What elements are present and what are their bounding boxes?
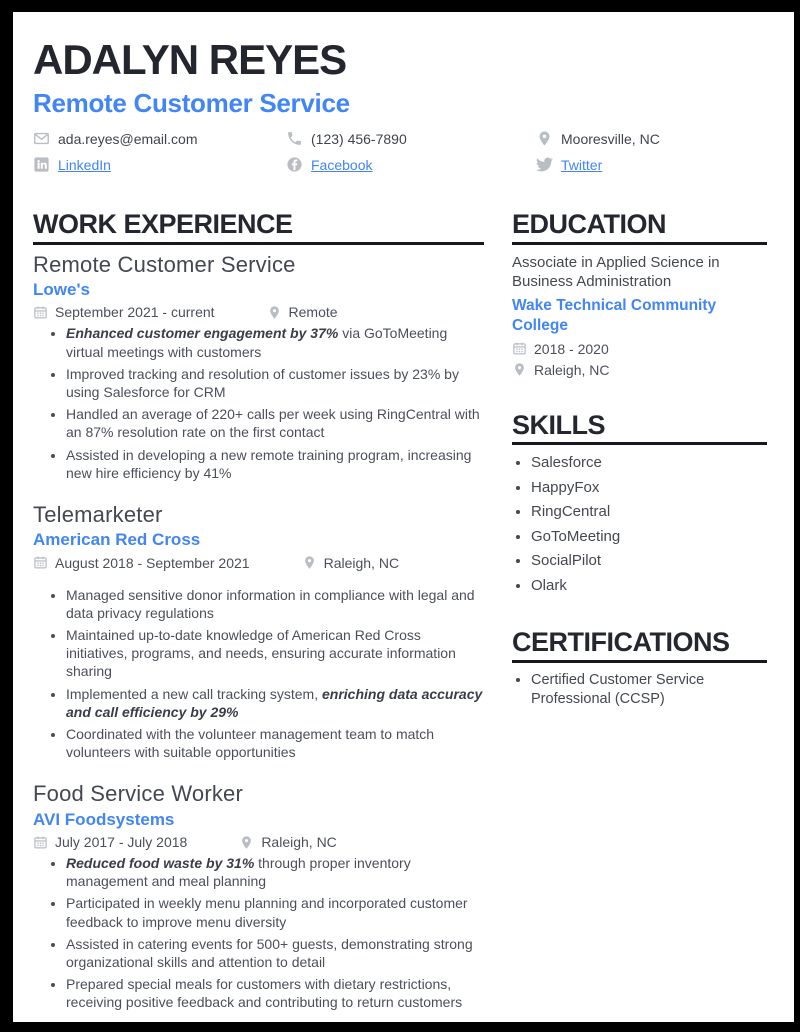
contact-linkedin bbox=[33, 156, 286, 173]
skills-list bbox=[512, 453, 767, 595]
certifications-section bbox=[512, 628, 767, 708]
list-item: • Assisted in developing a new remote training program, increasing new hire efficiency by 41% bbox=[66, 446, 484, 482]
company-name: AVI Foodsystems bbox=[33, 809, 175, 829]
list-item: • Enhanced customer engagement by 37% via GoToMeeting virtual meetings with customers bbox=[66, 324, 484, 360]
contact-info bbox=[33, 130, 767, 173]
job-location-text: Raleigh, NC bbox=[323, 554, 400, 571]
contact-phone-text: (123) 456-7890 bbox=[311, 130, 407, 147]
job-bullet-list bbox=[33, 324, 484, 482]
certifications-heading: CERTIFICATIONS bbox=[512, 628, 767, 663]
resume-header bbox=[33, 36, 767, 173]
list-item: • Managed sensitive donor information in compliance with legal and data privacy regulations bbox=[66, 586, 484, 622]
job-dates bbox=[33, 304, 215, 320]
resume-sidebar bbox=[512, 210, 767, 1016]
job-meta bbox=[33, 555, 484, 571]
contact-location bbox=[536, 130, 767, 147]
job-location bbox=[267, 304, 338, 320]
school-name: Wake Technical Community College bbox=[512, 297, 717, 334]
contact-location-text: Mooresville, NC bbox=[561, 130, 660, 147]
education-heading: EDUCATION bbox=[512, 210, 767, 245]
list-item: • Improved tracking and resolution of customer issues by 23% by using Salesforce for CRM bbox=[66, 365, 484, 401]
list-item: • Reduced food waste by 31% through proper inventory management and meal planning bbox=[66, 854, 484, 890]
map-pin-icon bbox=[536, 130, 553, 147]
work-experience-heading: WORK EXPERIENCE bbox=[33, 210, 484, 245]
job-entry-red-cross bbox=[33, 503, 484, 761]
job-meta bbox=[33, 834, 484, 850]
contact-email-text: ada.reyes@email.com bbox=[58, 130, 198, 147]
list-item: • SocialPilot bbox=[531, 551, 767, 571]
list-item: • Assisted in catering events for 500+ guests, demonstrating strong organizational skills and attention to detail bbox=[66, 935, 484, 971]
contact-email bbox=[33, 130, 286, 147]
facebook-icon bbox=[286, 156, 303, 173]
linkedin-link[interactable]: LinkedIn bbox=[58, 156, 111, 173]
work-experience-section bbox=[33, 210, 484, 1016]
list-item: • Handled an average of 220+ calls per week using RingCentral with an 87% resolution rate on the first contact bbox=[66, 405, 484, 441]
job-headline: Remote Customer Service bbox=[33, 88, 350, 118]
person-name: ADALYN REYES bbox=[33, 36, 347, 83]
education-dates-text: 2018 - 2020 bbox=[534, 340, 609, 357]
list-item: • Coordinated with the volunteer management team to match volunteers with suitable opportunities bbox=[66, 725, 484, 761]
list-item: • Salesforce bbox=[531, 453, 767, 473]
job-dates-text: August 2018 - September 2021 bbox=[55, 554, 250, 571]
phone-icon bbox=[286, 130, 303, 147]
education-location-text: Raleigh, NC bbox=[534, 361, 610, 378]
list-item: • HappyFox bbox=[531, 478, 767, 498]
company-name: American Red Cross bbox=[33, 530, 201, 550]
calendar-icon bbox=[33, 305, 48, 320]
map-pin-icon bbox=[239, 835, 254, 850]
list-item: • Maintained up-to-date knowledge of American Red Cross initiatives, programs, and needs, ensuring accurate information sharing bbox=[66, 626, 484, 681]
job-dates-text: September 2021 - current bbox=[55, 304, 215, 321]
list-item: • Olark bbox=[531, 576, 767, 596]
calendar-icon bbox=[33, 555, 48, 570]
skills-heading: SKILLS bbox=[512, 411, 767, 446]
list-item: • Participated in weekly menu planning and incorporated customer feedback to improve menu diversity bbox=[66, 894, 484, 930]
education-section bbox=[512, 210, 767, 378]
map-pin-icon bbox=[302, 555, 317, 570]
job-title: Food Service Worker bbox=[33, 781, 244, 807]
map-pin-icon bbox=[267, 305, 282, 320]
calendar-icon bbox=[33, 835, 48, 850]
job-entry-lowes bbox=[33, 253, 484, 482]
education-location bbox=[512, 362, 767, 378]
list-item: • Implemented a new call tracking system, enriching data accuracy and call efficiency by 29% bbox=[66, 685, 484, 721]
job-location bbox=[302, 555, 399, 571]
twitter-icon bbox=[536, 156, 553, 173]
job-bullet-list bbox=[33, 586, 484, 762]
job-dates-text: July 2017 - July 2018 bbox=[55, 834, 188, 851]
linkedin-icon bbox=[33, 156, 50, 173]
job-dates bbox=[33, 834, 187, 850]
calendar-icon bbox=[512, 341, 527, 356]
list-item: • Certified Customer Service Professional (CCSP) bbox=[531, 671, 767, 709]
contact-twitter bbox=[536, 156, 767, 173]
resume-body bbox=[33, 210, 767, 1016]
job-entry-avi bbox=[33, 782, 484, 1011]
list-item: • Prepared special meals for customers with dietary restrictions, receiving positive feedback and contributing to return customers bbox=[66, 975, 484, 1011]
envelope-icon bbox=[33, 130, 50, 147]
job-meta bbox=[33, 304, 484, 320]
list-item: • RingCentral bbox=[531, 502, 767, 522]
job-title: Telemarketer bbox=[33, 501, 163, 527]
list-item: • GoToMeeting bbox=[531, 527, 767, 547]
degree-name: Associate in Applied Science in Business Administration bbox=[512, 253, 720, 290]
job-location-text: Remote bbox=[288, 304, 338, 321]
job-location bbox=[239, 834, 336, 850]
job-bullet-list bbox=[33, 854, 484, 1012]
job-title: Remote Customer Service bbox=[33, 251, 296, 277]
job-location-text: Raleigh, NC bbox=[261, 834, 337, 851]
education-dates bbox=[512, 341, 767, 357]
certifications-list bbox=[512, 671, 767, 709]
job-dates bbox=[33, 555, 250, 571]
contact-facebook bbox=[286, 156, 536, 173]
facebook-link[interactable]: Facebook bbox=[311, 156, 373, 173]
map-pin-icon bbox=[512, 362, 527, 377]
skills-section bbox=[512, 411, 767, 596]
contact-phone bbox=[286, 130, 536, 147]
twitter-link[interactable]: Twitter bbox=[561, 156, 603, 173]
company-name: Lowe's bbox=[33, 279, 90, 299]
